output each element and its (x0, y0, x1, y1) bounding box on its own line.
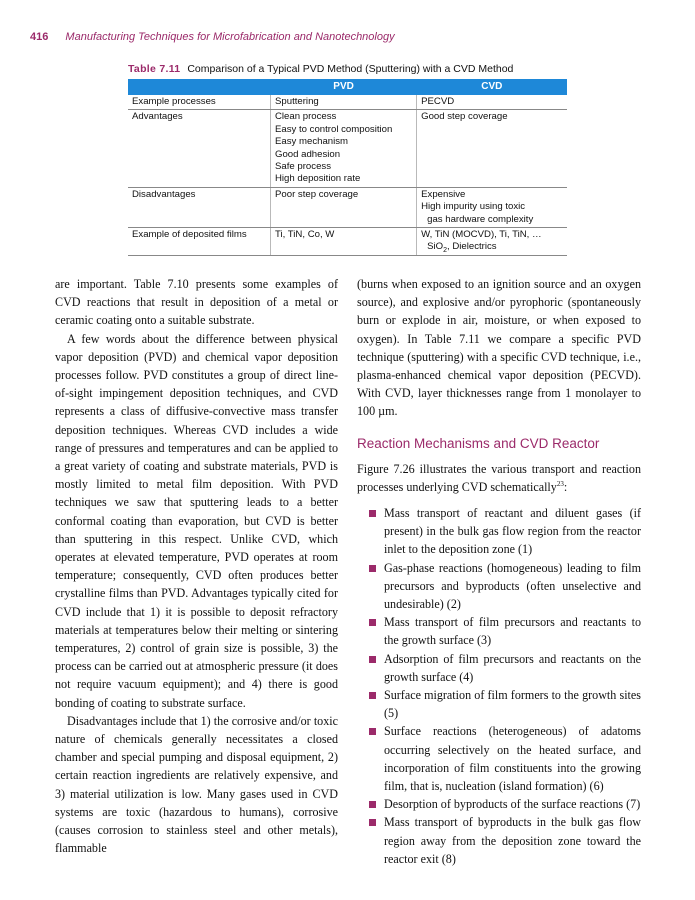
cell-line: High impurity using toxic (421, 201, 526, 213)
intro-end: : (563, 479, 568, 494)
square-bullet-icon (369, 692, 376, 699)
section-heading: Reaction Mechanisms and CVD Reactor (357, 435, 600, 451)
paragraph (357, 460, 641, 496)
paragraph: are important. Table 7.10 presents some examples of CVD reactions that result in deposition of a metal or ceramic coating onto a suitable substrate. (55, 277, 338, 328)
cell-line: Sputtering (275, 96, 319, 107)
dielectrics-text: , Dielectrics (447, 241, 497, 253)
cell-line: Poor step coverage (275, 188, 359, 200)
cvd-cell (417, 110, 567, 187)
list-item (357, 686, 641, 722)
list-item (357, 650, 641, 686)
pvd-cell (271, 187, 417, 227)
header-blank (128, 79, 271, 95)
citation: 23 (556, 479, 564, 488)
header-pvd: PVD (271, 79, 417, 95)
cvd-cell (417, 228, 567, 256)
paragraph: Disadvantages include that 1) the corrosive and/or toxic nature of chemicals generally necessitates a closed chamber and special pumping and disposal equipment, 2) certain reaction ingredients are relatively expensive, and 3) material utilization is low. Many gases used in CVD systems are toxic (hazardous to humans), corrosive (causes corrosion to stainless steel and other metals), flammable (55, 713, 338, 856)
square-bullet-icon (369, 656, 376, 663)
cell-line: Expensive (421, 188, 466, 200)
list-item-text: Mass transport of film precursors and reactants to the growth surface (3) (384, 615, 641, 648)
list-item-text: Surface migration of film formers to the growth sites (5) (384, 688, 641, 721)
sio2-text: SiO (427, 241, 444, 253)
square-bullet-icon (369, 801, 376, 808)
square-bullet-icon (369, 819, 376, 826)
list-item-text: Mass transport of reactant and diluent gases (if present) in the bulk gas flow region from the reactor inlet to the deposition zone (1) (384, 506, 641, 557)
intro-text: Figure 7.26 illustrates the various transport and reaction processes underlying CVD schematically (357, 461, 641, 494)
running-header (30, 31, 655, 47)
list-item (357, 504, 641, 559)
list-item-text: Desorption of byproducts of the surface reactions (7) (384, 797, 641, 812)
paragraph: (burns when exposed to an ignition source and an oxygen source), and explosive and/or pyrophoric (spontaneously burn or explode in air, moisture, or when exposed to oxygen). In Table 7.11 we compare a specific PVD technique (sputtering) with a specific CVD technique, i.e., plasma-enhanced chemical vapor deposition (PECVD). With CVD, layer thicknesses range from 1 monolayer to 100 µm. (357, 277, 641, 419)
cell-line: Good adhesion (275, 148, 341, 160)
table-title: Comparison of a Typical PVD Method (Sputtering) with a CVD Method (187, 63, 514, 75)
table-row (128, 95, 567, 110)
square-bullet-icon (369, 728, 376, 735)
cell-line: Clean process (275, 111, 337, 123)
cell-line: Safe process (275, 161, 331, 173)
cell-line: gas hardware complexity (427, 213, 534, 225)
cvd-cell (417, 187, 567, 227)
subscript: 2 (443, 247, 448, 255)
header-cvd: CVD (417, 79, 567, 95)
row-label: Disadvantages (128, 187, 271, 227)
cell-line: Ti, TiN, Co, W (275, 229, 335, 241)
cell-line (421, 241, 563, 253)
left-column (55, 275, 338, 858)
cvd-cell (417, 95, 567, 110)
table-row (128, 187, 567, 227)
right-column (357, 275, 641, 868)
cell-line: High deposition rate (275, 173, 361, 185)
square-bullet-icon (369, 510, 376, 517)
pvd-cell (271, 228, 417, 256)
list-item-text: Surface reactions (heterogeneous) of adatoms occurring selectively on the heated surface, and incorporation of film constituents into the growing film, that is, nucleation (island formation) (6) (384, 724, 641, 794)
pvd-cell (271, 110, 417, 187)
table-label: Table 7.11 (128, 63, 181, 75)
row-label: Example processes (128, 95, 271, 110)
list-item (357, 613, 641, 649)
row-label: Advantages (128, 110, 271, 187)
list-item (357, 795, 641, 813)
cell-line: Easy mechanism (275, 136, 349, 148)
row-label: Example of deposited films (128, 228, 271, 256)
list-item (357, 813, 641, 868)
table-row (128, 228, 567, 256)
list-item-text: Mass transport of byproducts in the bulk gas flow region away from the deposition zone toward the reactor exit (8) (384, 815, 641, 866)
list-item (357, 722, 641, 795)
list-item-text: Adsorption of film precursors and reactants on the growth surface (4) (384, 651, 641, 684)
table-caption (128, 63, 568, 75)
list-item-text: Gas-phase reactions (homogeneous) leading to film precursors and byproducts (often unselective and undesirable) (2) (384, 560, 641, 612)
cell-line: W, TiN (MOCVD), Ti, TiN, … (421, 229, 542, 241)
running-title: Manufacturing Techniques for Microfabrication and Nanotechnology (65, 31, 395, 43)
cell-line: PECVD (421, 96, 455, 107)
comparison-table (128, 79, 567, 256)
cell-line: Good step coverage (421, 111, 508, 123)
list-item (357, 559, 641, 614)
table-header-row (128, 79, 567, 95)
process-steps-list (357, 504, 641, 868)
paragraph: A few words about the difference between physical vapor deposition (PVD) and chemical vapor deposition processes follow. PVD constitutes a group of direct line-of-sight impingement deposition techniques, and CVD represents a class of diffusive-convective mass transfer deposition techniques. Whereas CVD includes a wide range of pressures and temperatures and can be applied to a great variety of coating and substrate materials, PVD is mostly limited to metal film deposition. With PVD techniques we saw that sputtering leads to a better conformal coating than evaporation, but CVD is better than sputtering in this respect. Unlike CVD, which operates at elevated temperature, PVD operates at room temperature; consequently, CVD often produces better crystalline films than PVD. Advantages typically cited for CVD include that 1) it is possible to deposit refractory materials at temperatures below their melting or sintering temperatures, 2) control of grain size is possible, 3) the process can be carried out at atmospheric pressure (it does not require vacuum equipment); and 4) there is good bonding of coating to substrate surface. (55, 331, 338, 710)
table-row (128, 110, 567, 187)
cell-line: Easy to control composition (275, 123, 393, 135)
pvd-cell (271, 95, 417, 110)
square-bullet-icon (369, 619, 376, 626)
square-bullet-icon (369, 565, 376, 572)
page-number: 416 (30, 31, 49, 43)
